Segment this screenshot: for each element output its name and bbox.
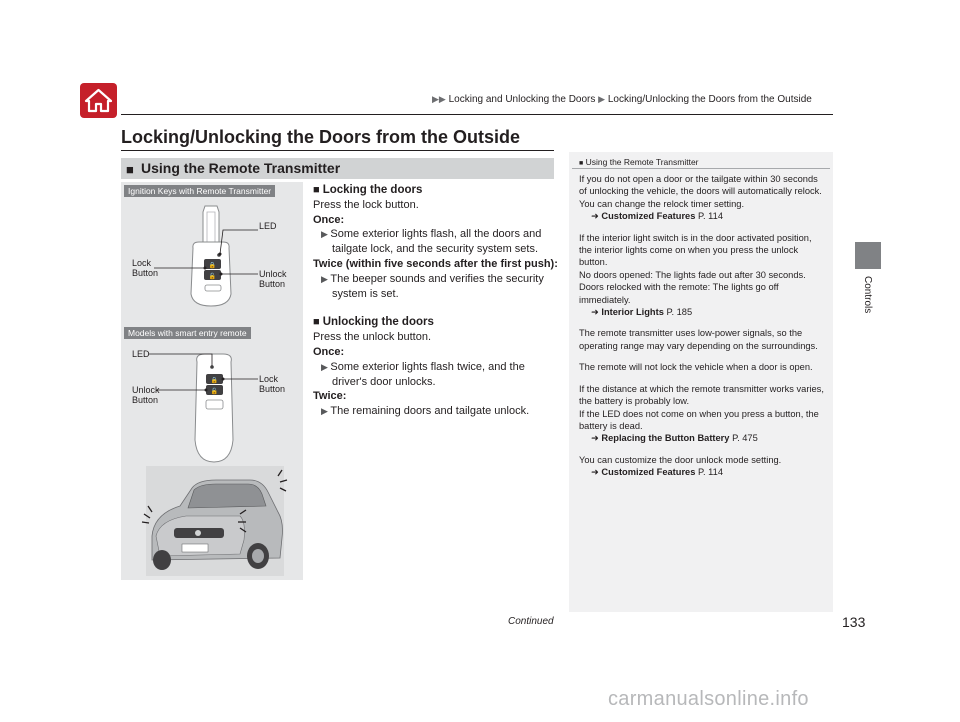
label-lock-button-smart: Lock Button xyxy=(259,374,286,394)
header-divider xyxy=(121,114,833,115)
arrow-ref-icon: ➜ xyxy=(591,467,602,478)
svg-text:🔒: 🔒 xyxy=(208,262,217,269)
locking-twice-text: ▶ The beeper sounds and verifies the security system is set. xyxy=(321,272,544,300)
note-paragraph: If the LED does not come on when you press a button, the battery is dead. xyxy=(579,408,819,431)
cross-reference-link[interactable]: ➜ Interior Lights P. 185 xyxy=(591,307,693,318)
home-icon[interactable] xyxy=(80,83,117,118)
triangle-bullet-icon: ▶ xyxy=(321,406,331,417)
arrow-ref-icon: ➜ xyxy=(591,307,602,318)
label-lock-button: Lock Button xyxy=(132,258,159,278)
svg-text:🔒: 🔒 xyxy=(210,377,219,384)
triangle-bullet-icon: ▶ xyxy=(321,273,331,284)
page-number: 133 xyxy=(842,614,866,630)
note-divider xyxy=(572,168,830,169)
unlocking-once-text: ▶ Some exterior lights flash twice, and the driver's door unlocks. xyxy=(321,360,525,388)
note-paragraph: If the interior light switch is in the door activated position, the interior lights come on when you press the unlock button. xyxy=(579,232,812,268)
section-heading-text: Using the Remote Transmitter xyxy=(141,160,341,176)
note-paragraph: The remote will not lock the vehicle when a door is open. xyxy=(579,362,813,373)
cross-reference-link[interactable]: ➜ Customized Features P. 114 xyxy=(591,211,723,222)
note-paragraph: The remote transmitter uses low-power signals, so the operating range may vary depending on the surroundings. xyxy=(579,328,818,351)
note-paragraph: You can customize the door unlock mode setting. xyxy=(579,454,782,465)
triangle-bullet-icon: ▶ xyxy=(321,229,331,240)
once-label: Once: xyxy=(313,213,345,226)
note-paragraph: No doors opened: The lights fade out after 30 seconds. xyxy=(579,269,806,280)
subheading-unlocking: ■ Unlocking the doors xyxy=(313,316,434,329)
note-paragraph: You can change the relock timer setting. xyxy=(579,198,745,209)
note-title: ■ Using the Remote Transmitter xyxy=(579,157,699,167)
locking-intro: Press the lock button. xyxy=(313,198,419,211)
square-bullet-icon: ■ xyxy=(313,316,323,329)
note-body xyxy=(579,173,827,479)
note-paragraph: If you do not open a door or the tailgate within 30 seconds of unlocking the vehicle, the doors will automatically relock. xyxy=(579,174,822,197)
chapter-tab-label: Controls xyxy=(862,276,873,314)
subheading-locking: ■ Locking the doors xyxy=(313,184,423,196)
svg-text:🔓: 🔓 xyxy=(210,388,219,395)
breadcrumb xyxy=(432,94,812,105)
svg-text:🔓: 🔓 xyxy=(208,273,217,280)
twice-label: Twice (within five seconds after the first push): xyxy=(313,257,558,270)
triangle-bullet-icon: ▶ xyxy=(321,361,331,372)
main-text xyxy=(313,183,558,419)
caption-smart-entry: Models with smart entry remote xyxy=(124,327,251,339)
note-paragraph: If the distance at which the remote transmitter works varies, the battery is probably low. xyxy=(579,383,824,407)
cross-reference-link[interactable]: ➜ Replacing the Button Battery P. 475 xyxy=(591,433,758,444)
label-led: LED xyxy=(259,221,277,231)
label-unlock-button-smart: Unlock Button xyxy=(132,385,160,405)
title-divider xyxy=(121,150,554,151)
breadcrumb-item[interactable]: Locking/Unlocking the Doors from the Outside xyxy=(607,94,812,105)
caption-ignition-keys: Ignition Keys with Remote Transmitter xyxy=(124,185,275,197)
unlocking-twice-text: ▶ The remaining doors and tailgate unlock. xyxy=(321,405,530,418)
breadcrumb-arrow-icon: ▶ xyxy=(598,94,606,104)
continued-label: Continued xyxy=(508,616,554,627)
breadcrumb-item[interactable]: Locking and Unlocking the Doors xyxy=(448,94,596,105)
locking-once-text: ▶ Some exterior lights flash, all the doors and tailgate lock, and the security system sets. xyxy=(321,228,542,256)
unlocking-once-label: Once: xyxy=(313,345,345,358)
vehicle-illustration xyxy=(140,466,290,576)
cross-reference-link[interactable]: ➜ Customized Features P. 114 xyxy=(591,467,723,478)
breadcrumb-arrow-icon: ▶▶ xyxy=(432,94,446,104)
label-led-smart: LED xyxy=(132,349,150,359)
arrow-ref-icon: ➜ xyxy=(591,433,602,444)
chapter-tab[interactable] xyxy=(855,242,881,269)
square-bullet-icon: ■ xyxy=(313,184,323,196)
label-unlock-button: Unlock Button xyxy=(259,269,287,289)
note-paragraph: Doors relocked with the remote: The lights go off immediately. xyxy=(579,282,779,305)
section-heading xyxy=(121,158,554,179)
arrow-ref-icon: ➜ xyxy=(591,211,602,222)
unlocking-twice-label: Twice: xyxy=(313,390,347,403)
watermark: carmanualsonline.info xyxy=(608,688,809,710)
unlocking-intro: Press the unlock button. xyxy=(313,331,432,344)
square-bullet-icon: ■ xyxy=(126,162,134,177)
page-title: Locking/Unlocking the Doors from the Outside xyxy=(121,127,521,147)
